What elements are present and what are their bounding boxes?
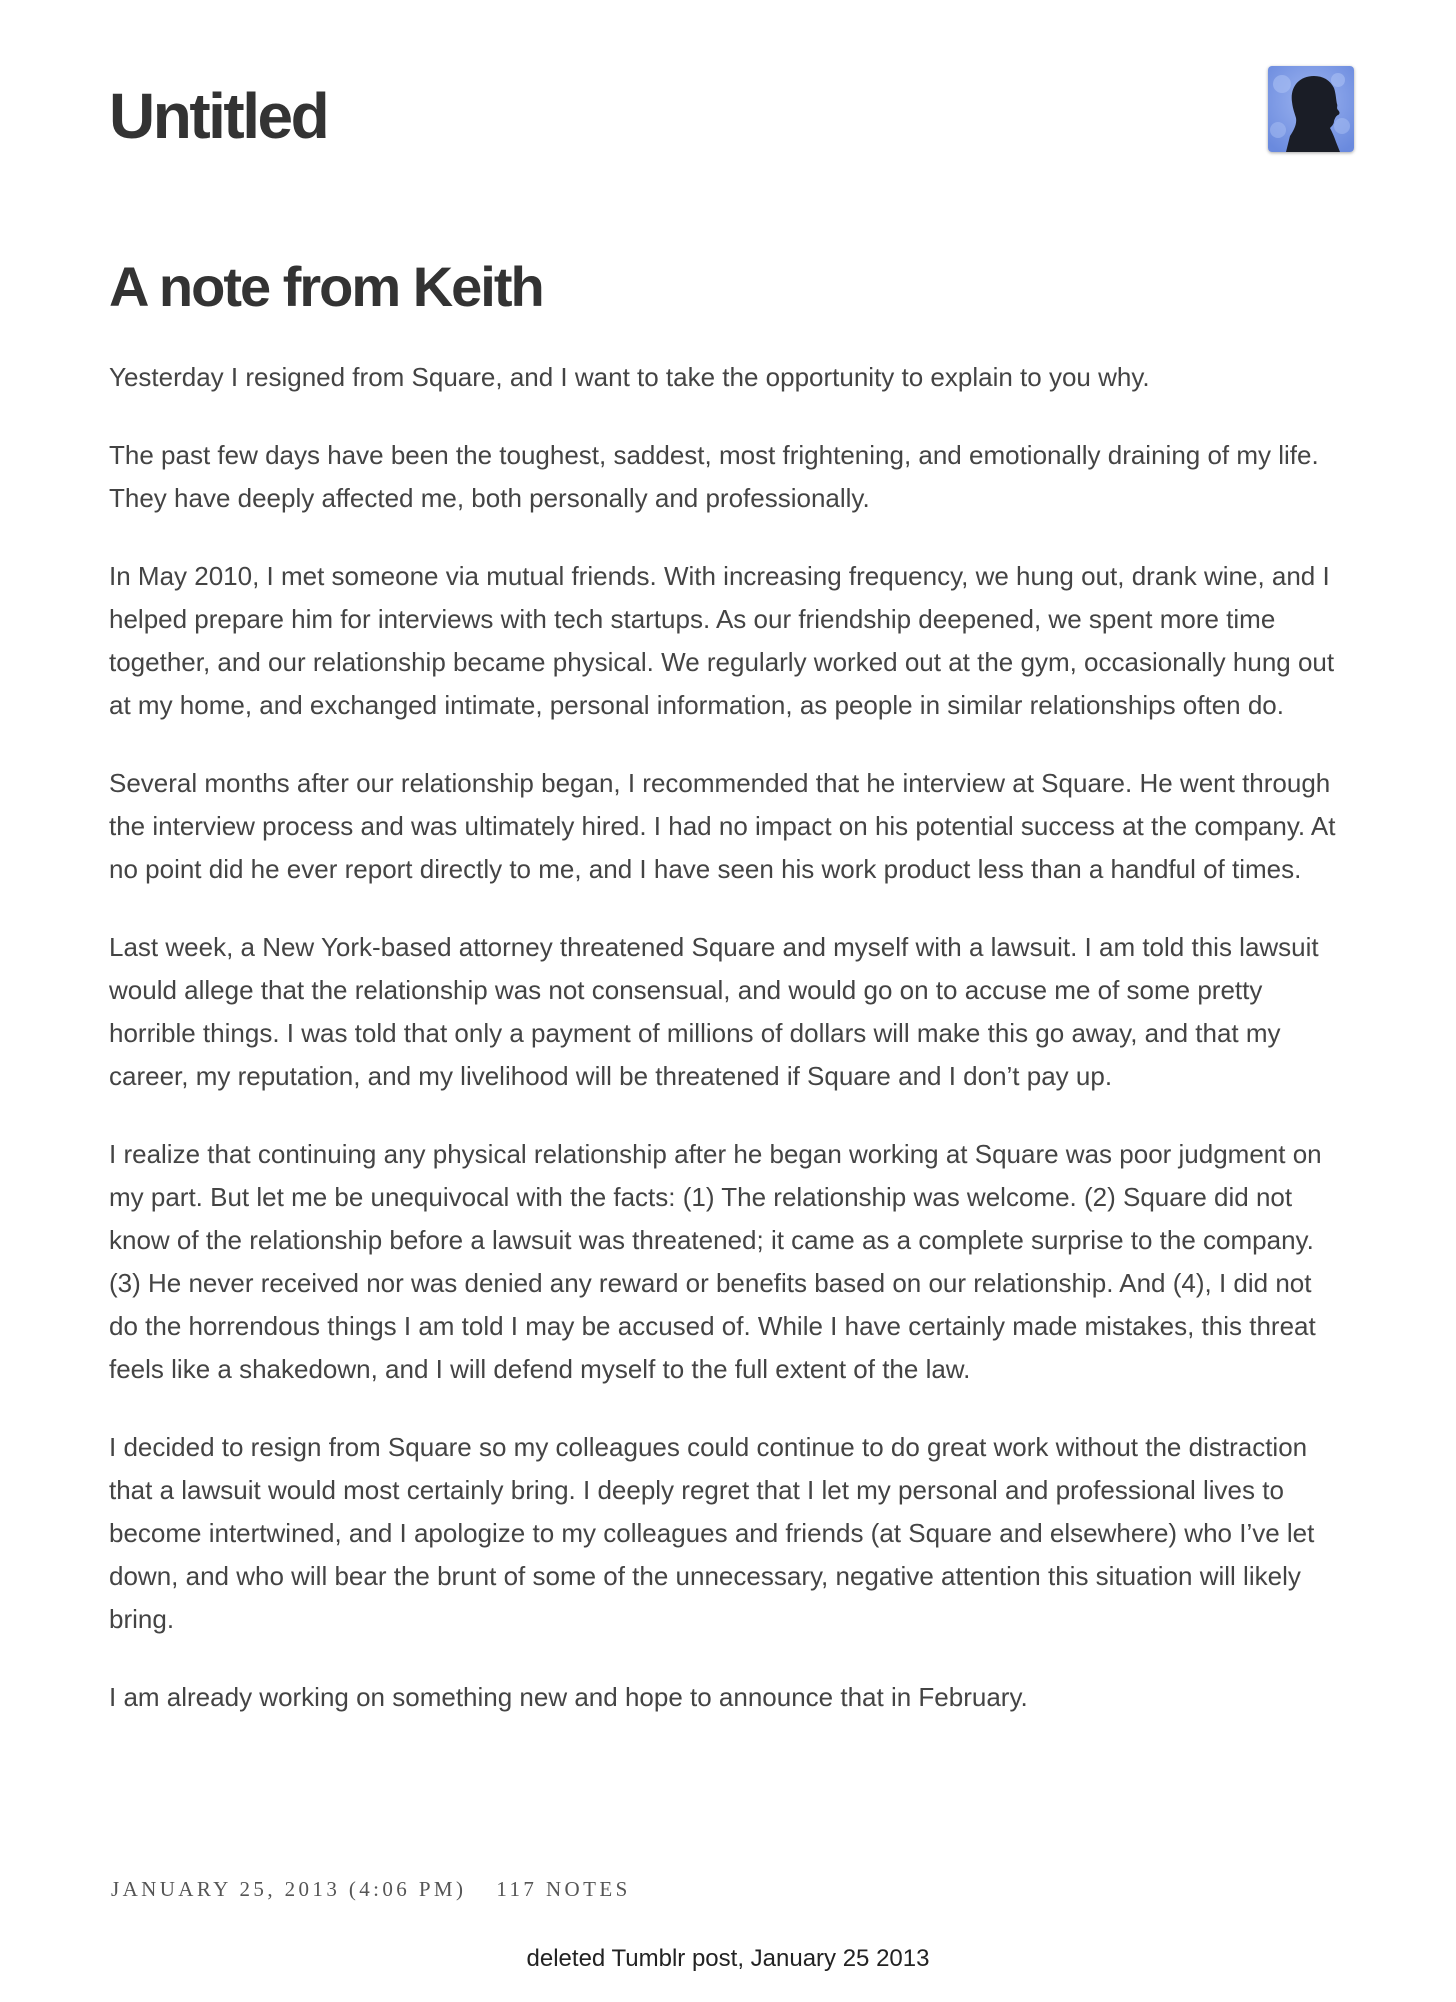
post-paragraph: In May 2010, I met someone via mutual friends. With increasing frequency, we hung out, drank wine, and I helped prepare him for interviews with tech startups. As our friendship deepened, we spent more time together, and our relationship became physical. We regularly worked out at the gym, occasionally hung out at my home, and exchanged intimate, personal information, as people in similar relationships often do. xyxy=(109,561,1335,720)
post-meta xyxy=(111,1877,631,1902)
post-paragraph: Yesterday I resigned from Square, and I want to take the opportunity to explain to you why. xyxy=(109,362,1150,392)
avatar[interactable] xyxy=(1268,66,1354,152)
post-title[interactable]: A note from Keith xyxy=(109,255,543,318)
default-silhouette-icon xyxy=(1268,66,1354,152)
post-paragraph: The past few days have been the toughest, saddest, most frightening, and emotionally draining of my life. They have deeply affected me, both personally and professionally. xyxy=(109,440,1319,513)
post-paragraph: I am already working on something new and hope to announce that in February. xyxy=(109,1682,1028,1712)
post-date-link[interactable]: JANUARY 25, 2013 (4:06 PM) xyxy=(111,1877,467,1901)
post-paragraph: Several months after our relationship began, I recommended that he interview at Square. He went through the interview process and was ultimately hired. I had no impact on his potential success at the company. At no point did he ever report directly to me, and I have seen his work product less than a handful of times. xyxy=(109,768,1336,884)
image-caption: deleted Tumblr post, January 25 2013 xyxy=(526,1945,930,1972)
post-paragraph: I decided to resign from Square so my colleagues could continue to do great work without the distraction that a lawsuit would most certainly bring. I deeply regret that I let my personal and professional lives to become intertwined, and I apologize to my colleagues and friends (at Square and elsewhere) who I’ve let down, and who will bear the brunt of some of the unnecessary, negative attention this situation will likely bring. xyxy=(109,1432,1315,1634)
post-notes-link[interactable]: 117 NOTES xyxy=(496,1877,631,1901)
post-body xyxy=(109,356,1341,1754)
post-paragraph: I realize that continuing any physical relationship after he began working at Square was poor judgment on my part. But let me be unequivocal with the facts: (1) The relationship was welcome. (2) Square did not know of the relationship before a lawsuit was threatened; it came as a complete surprise to the company. (3) He never received nor was denied any reward or benefits based on our relationship. And (4), I did not do the horrendous things I am told I may be accused of. While I have certainly made mistakes, this threat feels like a shakedown, and I will defend myself to the full extent of the law. xyxy=(109,1139,1322,1384)
post-paragraph: Last week, a New York-based attorney threatened Square and myself with a lawsuit. I am told this lawsuit would allege that the relationship was not consensual, and would go on to accuse me of some pretty horrible things. I was told that only a payment of millions of dollars will make this go away, and that my career, my reputation, and my livelihood will be threatened if Square and I don’t pay up. xyxy=(109,932,1319,1091)
blog-title[interactable]: Untitled xyxy=(109,80,328,152)
